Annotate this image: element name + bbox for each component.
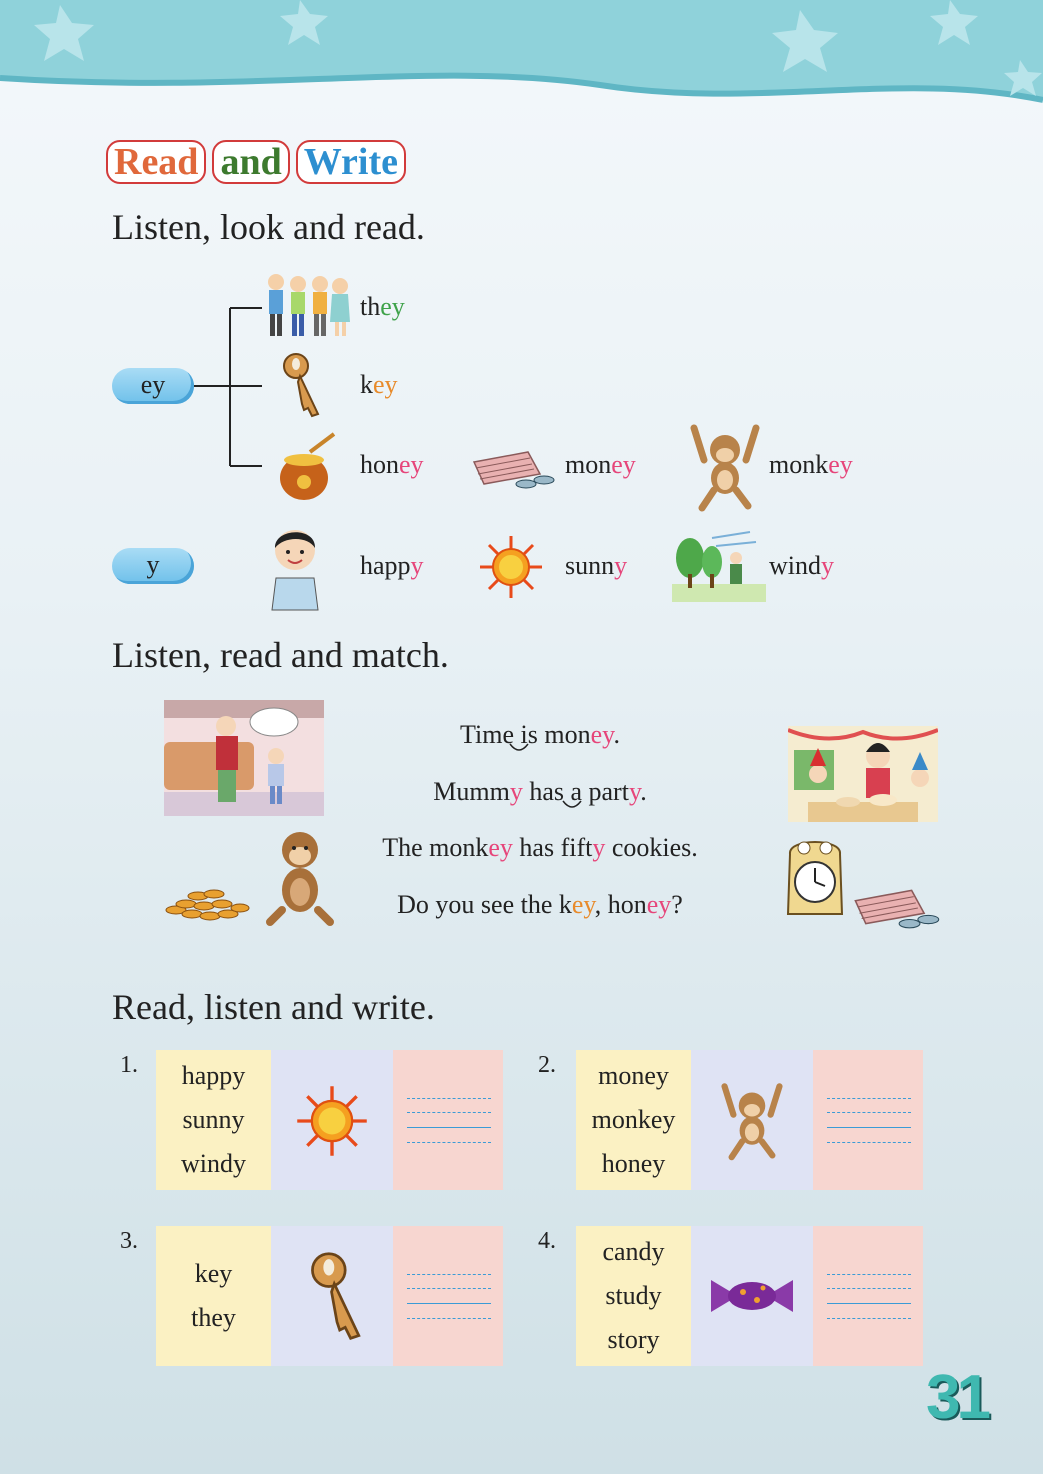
sentence-mummy-has-a-party: Mummy has a party. [433, 777, 647, 806]
picture-cell [271, 1050, 393, 1190]
word-sunny: sunny [565, 551, 628, 580]
exercise-number: 2. [538, 1052, 556, 1078]
happy-boy-icon [264, 522, 326, 612]
word-they: they [360, 292, 405, 321]
word-option: sunny [182, 1105, 245, 1134]
money-icon [470, 444, 556, 492]
word-options [576, 1226, 691, 1366]
cookies-pile-icon [162, 880, 250, 926]
word-options [156, 1050, 271, 1190]
writing-area[interactable] [393, 1226, 503, 1366]
mother-child-key-picture [164, 700, 324, 816]
word-happy: happy [360, 551, 424, 580]
sun-icon [478, 534, 544, 600]
word-option: happy [181, 1061, 246, 1090]
word-options [576, 1050, 691, 1190]
title-word-and: and [212, 140, 289, 184]
word-key: key [360, 370, 398, 399]
windy-scene-icon [672, 528, 766, 602]
word-option: money [598, 1061, 669, 1090]
exercise-number: 3. [120, 1228, 138, 1254]
word-option: monkey [591, 1105, 676, 1134]
section-heading-listen-look-read: Listen, look and read. [112, 207, 425, 247]
key-icon [307, 1248, 367, 1344]
liaison-mark [561, 799, 583, 813]
word-honey: honey [360, 450, 424, 479]
section-heading-listen-read-match: Listen, read and match. [112, 635, 449, 675]
picture-cell [691, 1050, 813, 1190]
word-options [156, 1226, 271, 1366]
write-exercise-1 [156, 1050, 503, 1190]
exercise-number: 4. [538, 1228, 556, 1254]
monkey-icon [721, 1076, 783, 1164]
party-picture [788, 726, 938, 822]
word-option: they [191, 1303, 236, 1332]
candy-icon [709, 1274, 795, 1318]
children-group-icon [264, 272, 352, 338]
sun-icon [295, 1084, 369, 1158]
key-icon [280, 352, 324, 418]
word-monkey: monkey [769, 450, 853, 479]
word-option: windy [181, 1149, 246, 1178]
word-money: money [565, 450, 636, 479]
word-option: candy [602, 1237, 665, 1266]
word-windy: windy [769, 551, 834, 580]
liaison-mark [508, 742, 530, 756]
write-exercise-4 [576, 1226, 923, 1366]
top-wave-banner [0, 0, 1043, 120]
title-word-write: Write [296, 140, 406, 184]
sitting-monkey-icon [264, 826, 336, 926]
honey-pot-icon [276, 430, 340, 502]
sentence-monkey-has-fifty-cookies: The monkey has fifty cookies. [382, 833, 698, 862]
sentence-do-you-see-the-key-honey: Do you see the key, honey? [397, 890, 683, 919]
writing-area[interactable] [393, 1050, 503, 1190]
write-exercise-2 [576, 1050, 923, 1190]
read-and-write-title [106, 140, 406, 188]
exercise-number: 1. [120, 1052, 138, 1078]
word-option: honey [601, 1149, 666, 1178]
word-option: study [605, 1281, 662, 1310]
sentence-time-is-money: Time is money. [460, 720, 620, 749]
write-exercise-3 [156, 1226, 503, 1366]
word-option: story [607, 1325, 660, 1354]
ey-pill: ey [112, 368, 194, 404]
owl-clock-icon [784, 834, 846, 918]
writing-area[interactable] [813, 1050, 923, 1190]
money-icon [850, 882, 942, 932]
section-heading-read-listen-write: Read, listen and write. [112, 987, 435, 1027]
picture-cell [691, 1226, 813, 1366]
monkey-icon [690, 420, 760, 512]
word-option: key [194, 1259, 233, 1288]
page-number: 31 [926, 1363, 987, 1432]
y-pill: y [112, 548, 194, 584]
title-word-read: Read [106, 140, 206, 184]
picture-cell [271, 1226, 393, 1366]
writing-area[interactable] [813, 1226, 923, 1366]
